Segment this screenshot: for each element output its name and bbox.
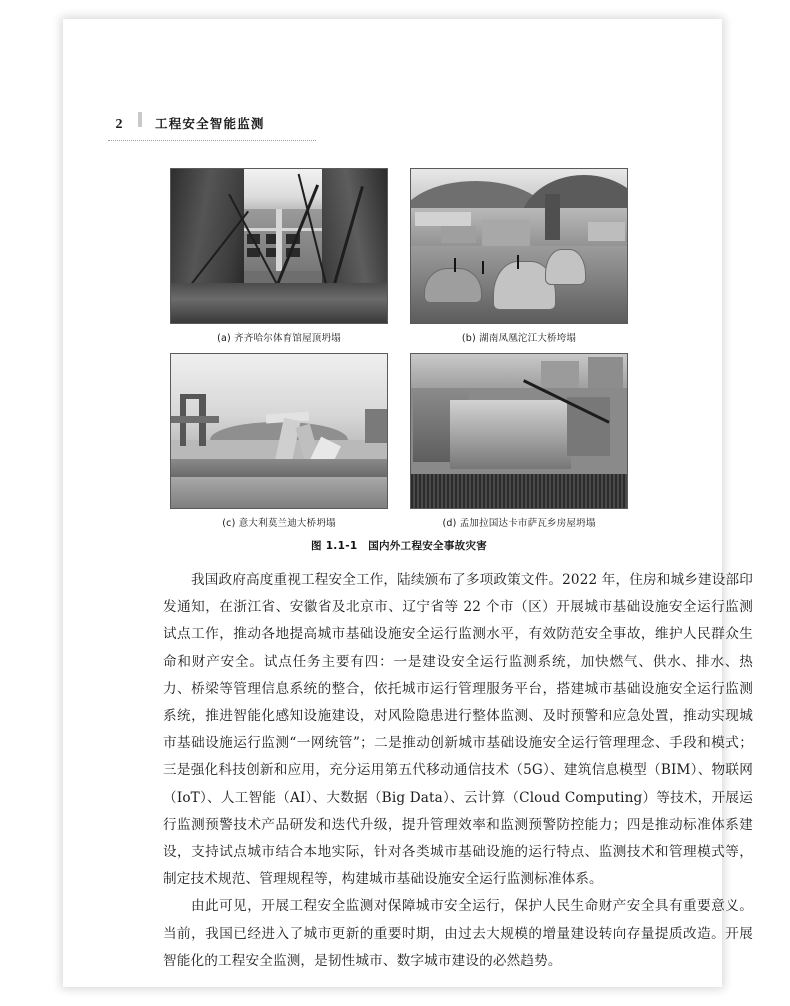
running-head-separator [138, 112, 142, 127]
figure-row-top [170, 168, 628, 344]
photo-rubble-region [171, 283, 387, 323]
photo-person [482, 261, 484, 273]
figure-caption-d: (d) 孟加拉国达卡市萨瓦乡房屋坍塌 [442, 518, 596, 529]
photo-river-region [171, 477, 387, 508]
photo-building [588, 357, 623, 387]
figure-row-bottom [170, 353, 628, 529]
body-text [163, 567, 753, 975]
photo-crowd-region [411, 474, 627, 508]
figure-panel-d [410, 353, 628, 529]
photo-skyline-region [411, 354, 627, 388]
photo-stone-tower [545, 194, 560, 240]
photo-building [588, 222, 625, 241]
photo-building [482, 220, 530, 246]
running-head [108, 113, 678, 143]
paragraph: 我国政府高度重视工程安全工作，陆续颁布了多项政策文件。2022 年，住房和城乡建设部印发通知，在浙江省、安徽省及北京市、辽宁省等 22 个市（区）开展城市基础设施安全运行监测试点工作，推动各地提高城市基础设施安全运行监测水平，有效防范安全事故，维护人民群众生命和财产安全。试点任务主要有四：一是建设安全运行监测系统，加快燃气、供水、排水、热力、桥梁等管理信息系统的整合，依托城市运行管理服务平台，搭建城市基础设施安全运行监测系统，推进智能化感知设施建设，对风险隐患进行整体监测、及时预警和应急处置，推动实现城市基础设施运行监测“一网统管”；二是推动创新城市基础设施安全运行管理理念、手段和模式；三是强化科技创新和应用，充分运用第五代移动通信技术（5G）、建筑信息模型（BIM）、物联网（IoT）、人工智能（AI）、大数据（Big Data）、云计算（Cloud Computing）等技术，开展运行监测预警技术产品研发和迭代升级，提升管理效率和监测预警防控能力；四是推动标准体系建设，支持试点城市结合本地实际，针对各类城市基础设施的运行特点、监测技术和管理模式等，制定技术规范、管理规程等，构建城市基础设施安全运行监测标准体系。 [163, 572, 753, 888]
paragraph: 由此可见，开展工程安全监测对保障城市安全运行，保护人民生命财产安全具有重要意义。当前，我国已经进入了城市更新的重要时期，由过去大规模的增量建设转向存量提质改造。开展智能化的工程安全监测，是韧性城市、数字城市建设的必然趋势。 [163, 898, 753, 969]
figure-panel-c [170, 353, 388, 529]
photo-building [441, 226, 476, 243]
figure-title: 图 1.1-1 国内外工程安全事故灾害 [310, 540, 488, 552]
photo-building [415, 212, 471, 227]
photo-town-region [411, 208, 627, 251]
photo-fallen-arch [424, 268, 482, 304]
figure-1-1-1 [170, 168, 628, 553]
morandi-bridge-collapse-photo [170, 353, 388, 509]
book-page [63, 19, 753, 987]
photo-retaining-wall [171, 459, 387, 477]
collapsed-gymnasium-roof-photo [170, 168, 388, 324]
book-title: 工程安全智能监测 [155, 116, 265, 131]
photo-rubble-region [450, 400, 571, 469]
photo-fallen-arch [545, 249, 586, 285]
page-number: 2 [115, 117, 123, 132]
figure-caption-c: (c) 意大利莫兰迪大桥坍塌 [222, 518, 336, 529]
photo-bridge-deck [171, 416, 219, 424]
photo-structure-region [238, 209, 324, 271]
photo-column [276, 209, 282, 271]
photo-person [454, 258, 456, 272]
photo-person [517, 255, 519, 269]
collapsed-tuojiang-bridge-photo [410, 168, 628, 324]
photo-pylon-crossbeam [180, 394, 206, 399]
figure-panel-a [170, 168, 388, 344]
figure-panel-b [410, 168, 628, 344]
photo-building [541, 361, 580, 388]
running-head-row [108, 113, 678, 137]
figure-caption-b: (b) 湖南凤凰沱江大桥垮塌 [461, 333, 577, 344]
running-head-rule [108, 140, 316, 141]
photo-structure-remnant [365, 409, 387, 443]
savar-building-collapse-photo [410, 353, 628, 509]
figure-caption-a: (a) 齐齐哈尔体育馆屋顶坍塌 [217, 333, 341, 344]
